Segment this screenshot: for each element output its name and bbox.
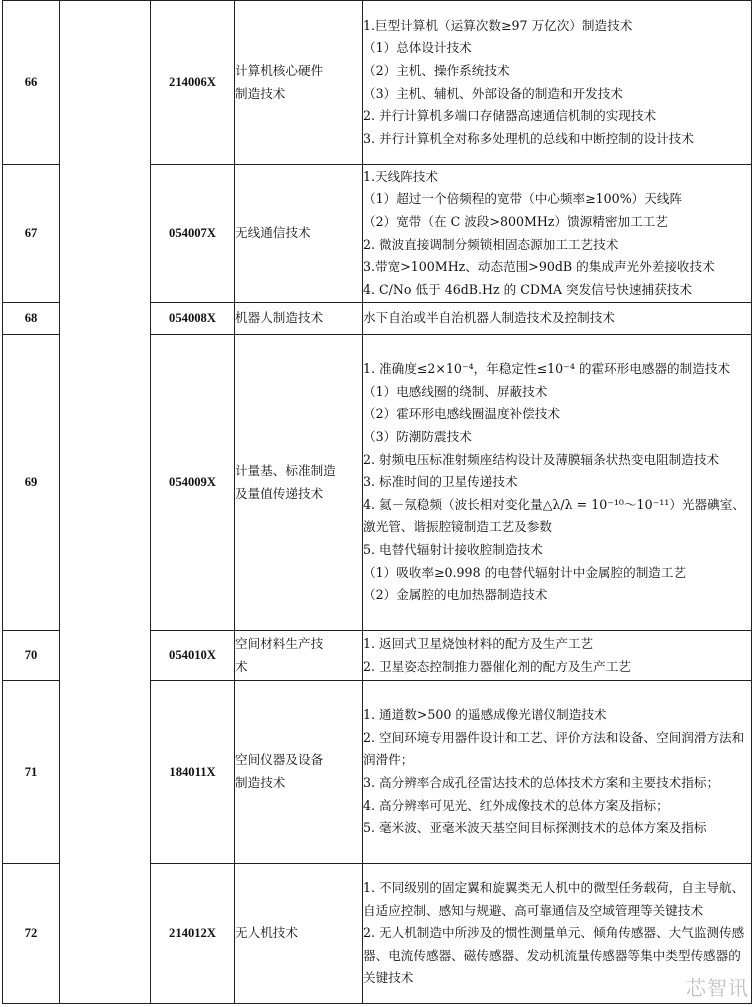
tech-name-line: 空间材料生产技 [235, 635, 324, 651]
description-item: 5. 毫米波、亚毫米波天基空间目标探测技术的总体方案及指标 [363, 820, 707, 836]
tech-name-line: 无人机技术 [235, 925, 298, 941]
description-item: 1. 返回式卫星烧蚀材料的配方及生产工艺 [363, 635, 594, 651]
tech-code: 214006X [151, 1, 235, 165]
description-item: 4. C/No 低于 46dB.Hz 的 CDMA 突发信号快速捕获技术 [363, 281, 692, 297]
tech-name-line: 计量基、标准制造 [235, 462, 336, 478]
description-item: （2）宽带（在 C 波段>800MHz）馈源精密加工工艺 [363, 213, 668, 229]
tech-code: 184011X [151, 681, 235, 864]
table-body [3, 1, 752, 1004]
description-item: 2. 射频电压标准射频座结构设计及薄膜辐条状热变电阻制造技术 [363, 451, 720, 467]
tech-name [235, 165, 363, 303]
description-item: 2. 无人机制造中所涉及的惯性测量单元、倾角传感器、大气监测传感器、电流传感器、磁传感器、发动机流量传感器等集中类型传感器的关键技术 [363, 925, 745, 986]
watermark: 芯智讯 [686, 976, 749, 1000]
tech-description [363, 1, 752, 165]
description-item: （3）主机、辅机、外部设备的制造和开发技术 [363, 85, 623, 101]
description-item: （1）吸收率≥0.998 的电替代辐射计中金属腔的制造工艺 [363, 564, 687, 580]
description-item: 3.带宽>100MHz、动态范围>90dB 的集成声光外差接收技术 [363, 259, 715, 275]
row-number: 66 [3, 1, 60, 165]
description-item: （2）主机、操作系统技术 [363, 62, 510, 78]
tech-name [235, 681, 363, 864]
tech-code: 054007X [151, 165, 235, 303]
tech-description [363, 631, 752, 681]
tech-name-line: 制造技术 [235, 775, 286, 790]
row-number: 72 [3, 864, 60, 1004]
description-item: 1. 不同级别的固定翼和旋翼类无人机中的微型任务载荷，自主导航、自适应控制、感知与规避、高可靠通信及空域管理等关键技术 [363, 880, 745, 918]
tech-name-line: 机器人制造技术 [235, 310, 324, 326]
description-item: 1. 通道数>500 的遥感成像光谱仪制造技术 [363, 707, 607, 723]
tech-description [363, 681, 752, 864]
tech-name [235, 1, 363, 165]
description-item: 2. 空间环境专用器件设计和工艺、评价方法和设备、空间润滑方法和润滑件； [363, 729, 745, 768]
tech-description [363, 165, 752, 303]
description-item: 2. 卫星姿态控制推力器催化剂的配方及生产工艺 [363, 658, 631, 674]
tech-code: 054008X [151, 303, 235, 335]
tech-name-line: 制造技术 [235, 85, 286, 101]
tech-name-line: 术 [235, 658, 248, 674]
description-item: 3. 标准时间的卫星传递技术 [363, 474, 518, 490]
description-item: （3）防潮防震技术 [363, 429, 472, 445]
description-item: 3. 并行计算机全对称多处理机的总线和中断控制的设计技术 [363, 130, 694, 146]
description-item: 1.巨型计算机（运算次数≥97 万亿次）制造技术 [363, 17, 633, 33]
description-item: 2. 微波直接调制分频锁相固态源加工工艺技术 [363, 236, 619, 252]
description-item: 3. 高分辨率合成孔径雷达技术的总体技术方案和主要技术指标； [363, 775, 720, 790]
row-number: 67 [3, 165, 60, 303]
tech-name-line: 计算机核心硬件 [235, 62, 324, 78]
description-item: （2）霍环形电感线圈温度补偿技术 [363, 406, 560, 422]
tech-description [363, 303, 752, 335]
tech-description [363, 335, 752, 631]
description-item: 2. 并行计算机多端口存储器高速通信机制的实现技术 [363, 108, 657, 124]
tech-code: 214012X [151, 864, 235, 1004]
description-item: 5. 电替代辐射计接收腔制造技术 [363, 541, 543, 557]
tech-name [235, 303, 363, 335]
tech-name-line: 无线通信技术 [235, 225, 311, 241]
description-item: 4. 高分辨率可见光、红外成像技术的总体方案及指标； [363, 797, 669, 813]
empty-category-cell [60, 1, 151, 1004]
row-number: 71 [3, 681, 60, 864]
tech-name [235, 864, 363, 1004]
description-item: （1）超过一个倍频程的宽带（中心频率≥100%）天线阵 [363, 191, 683, 207]
tech-name [235, 335, 363, 631]
table-row [3, 1, 752, 165]
tech-code: 054009X [151, 335, 235, 631]
description-item: 水下自治或半自治机器人制造技术及控制技术 [363, 310, 615, 326]
tech-code: 054010X [151, 631, 235, 681]
tech-name [235, 631, 363, 681]
description-item: 1.天线阵技术 [363, 168, 438, 184]
description-item: 1. 准确度≤2×10⁻⁴，年稳定性≤10⁻⁴ 的霍环形电感器的制造技术 [363, 361, 731, 377]
tech-name-line: 空间仪器及设备 [235, 752, 324, 768]
row-number: 70 [3, 631, 60, 681]
description-item: （2）金属腔的电加热器制造技术 [363, 587, 548, 603]
row-number: 69 [3, 335, 60, 631]
description-item: （1）总体设计技术 [363, 40, 472, 56]
technology-table [2, 0, 752, 1004]
description-item: （1）电感线圈的绕制、屏蔽技术 [363, 383, 548, 399]
description-item: 4. 氦－氖稳频（波长相对变化量△λ/λ = 10⁻¹⁰～10⁻¹¹）光器碘室、激光管、谐振腔镜制造工艺及参数 [363, 496, 745, 535]
row-number: 68 [3, 303, 60, 335]
tech-name-line: 及量值传递技术 [235, 485, 324, 501]
